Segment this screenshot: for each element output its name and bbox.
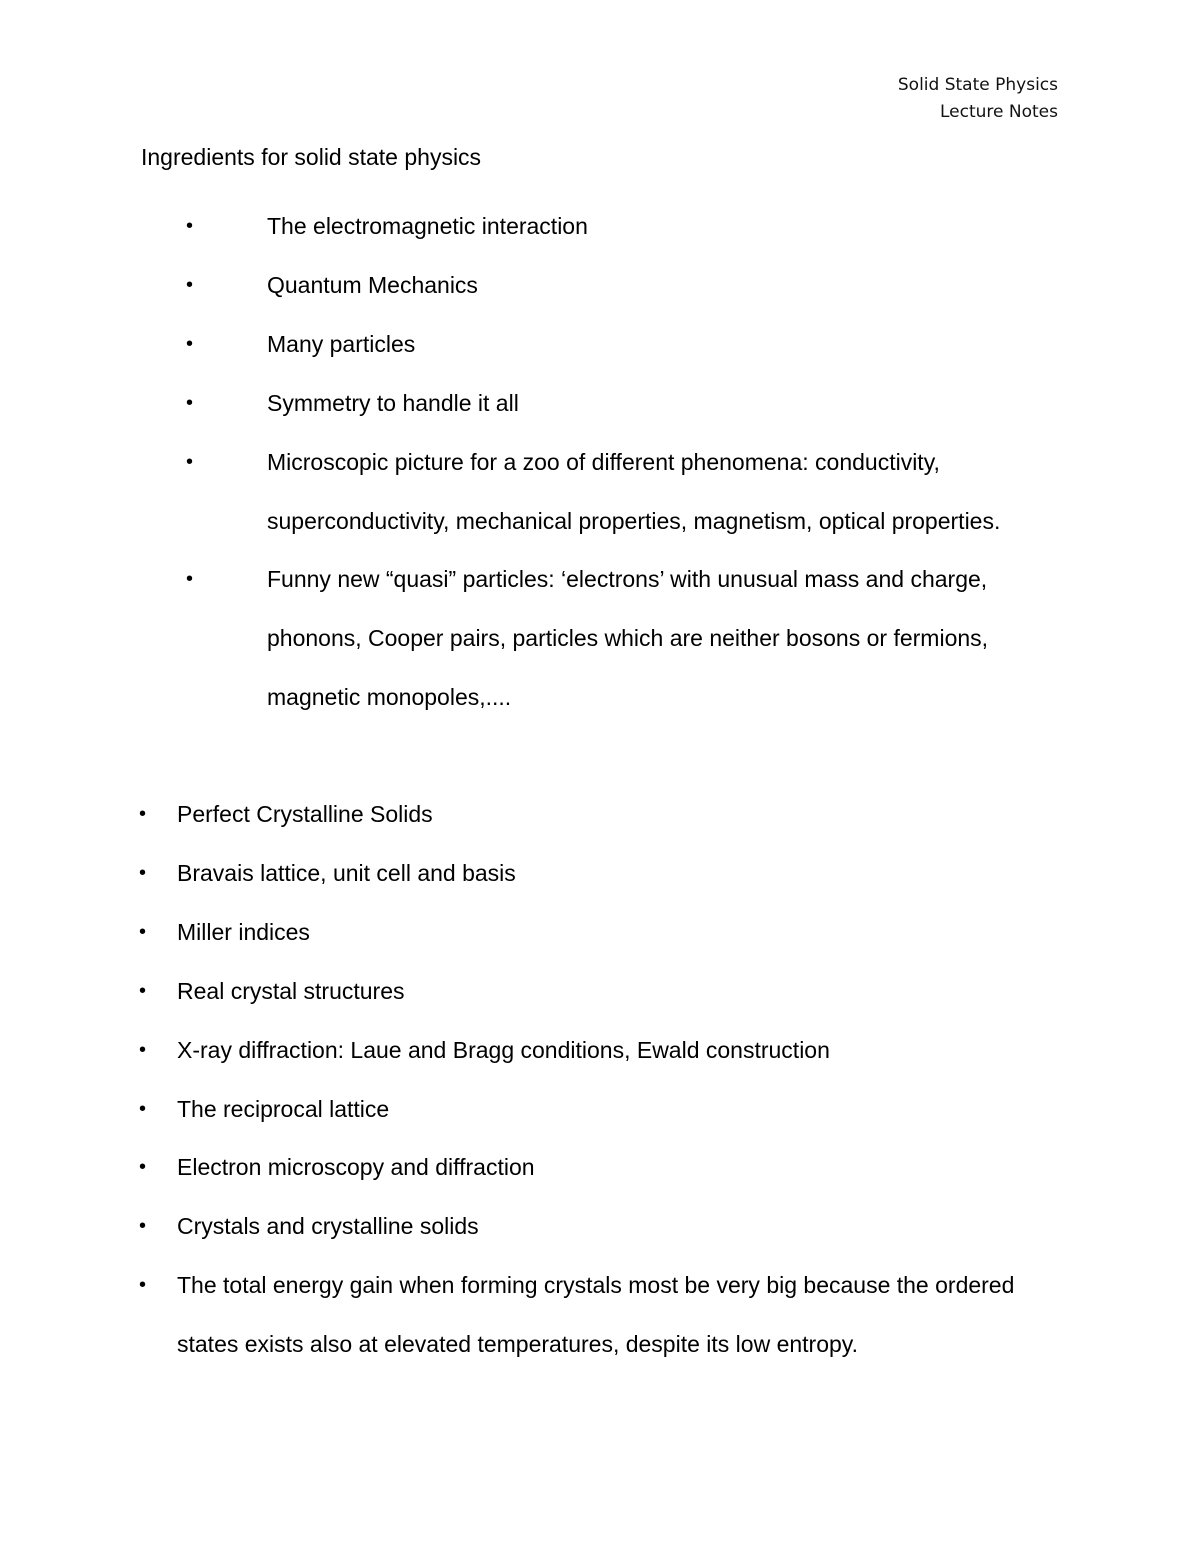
page-header — [898, 72, 1058, 126]
list-item-text: Crystals and crystalline solids — [177, 1213, 479, 1240]
list-item-text: Symmetry to handle it all — [267, 389, 519, 416]
list-item-text: The total energy gain when forming crystals most be very big because the ordered states exists also at elevated temperatures, despite its low entropy. — [177, 1272, 1015, 1358]
list-item-text: Many particles — [267, 330, 416, 357]
bullet-icon: • — [186, 391, 194, 414]
bullet-icon: • — [186, 450, 194, 473]
list-item — [0, 962, 1057, 1021]
list-item-text: The reciprocal lattice — [177, 1095, 390, 1122]
bullet-icon: • — [139, 1274, 147, 1297]
list-item-text: The electromagnetic interaction — [267, 213, 588, 239]
list-item-text: Quantum Mechanics — [267, 271, 478, 298]
list-item-text: Real crystal structures — [177, 977, 405, 1004]
header-course-title: Solid State Physics — [897, 75, 1058, 95]
bullet-icon: • — [139, 861, 147, 884]
list-item — [0, 374, 1067, 433]
list-item-text: Bravais lattice, unit cell and basis — [177, 859, 516, 886]
list-item — [0, 1021, 1057, 1080]
bullet-icon: • — [139, 1215, 147, 1238]
list-item — [0, 1256, 1057, 1374]
bullet-icon: • — [186, 332, 194, 355]
list-item-text: Funny new “quasi” particles: ‘electrons’ with unusual mass and charge, phonons, Cooper pairs, particles which are neither bosons or fermions, magnetic monopoles,.... — [267, 566, 989, 711]
header-subtitle: Lecture Notes — [940, 102, 1058, 122]
list-item-text: X-ray diffraction: Laue and Bragg conditions, Ewald construction — [177, 1036, 830, 1063]
bullet-icon: • — [139, 979, 147, 1002]
list-item-text: Perfect Crystalline Solids — [177, 801, 433, 827]
list-item — [0, 433, 1067, 551]
ingredients-list — [0, 197, 1200, 727]
list-item — [0, 903, 1057, 962]
list-item — [0, 1080, 1057, 1139]
list-item — [0, 844, 1057, 903]
bullet-icon: • — [186, 568, 194, 591]
list-item-text: Miller indices — [177, 918, 310, 945]
topics-list — [0, 785, 1200, 1374]
bullet-icon: • — [139, 920, 147, 943]
list-item — [0, 550, 1067, 727]
list-item — [0, 785, 1057, 844]
section-heading: Ingredients for solid state physics — [141, 144, 482, 170]
bullet-icon: • — [139, 1156, 147, 1179]
list-item — [0, 315, 1067, 374]
bullet-icon: • — [139, 803, 147, 825]
list-item — [0, 1138, 1057, 1197]
list-item-text: Electron microscopy and diffraction — [177, 1154, 535, 1181]
bullet-icon: • — [139, 1038, 147, 1061]
bullet-icon: • — [139, 1097, 147, 1120]
list-item — [0, 1197, 1057, 1256]
bullet-icon: • — [186, 273, 194, 296]
bullet-icon: • — [186, 215, 194, 237]
list-item-text: Microscopic picture for a zoo of different phenomena: conductivity, superconductivity, mechanical properties, magnetism, optical properties. — [267, 448, 1001, 534]
list-item — [0, 256, 1067, 315]
list-item — [0, 197, 1067, 256]
